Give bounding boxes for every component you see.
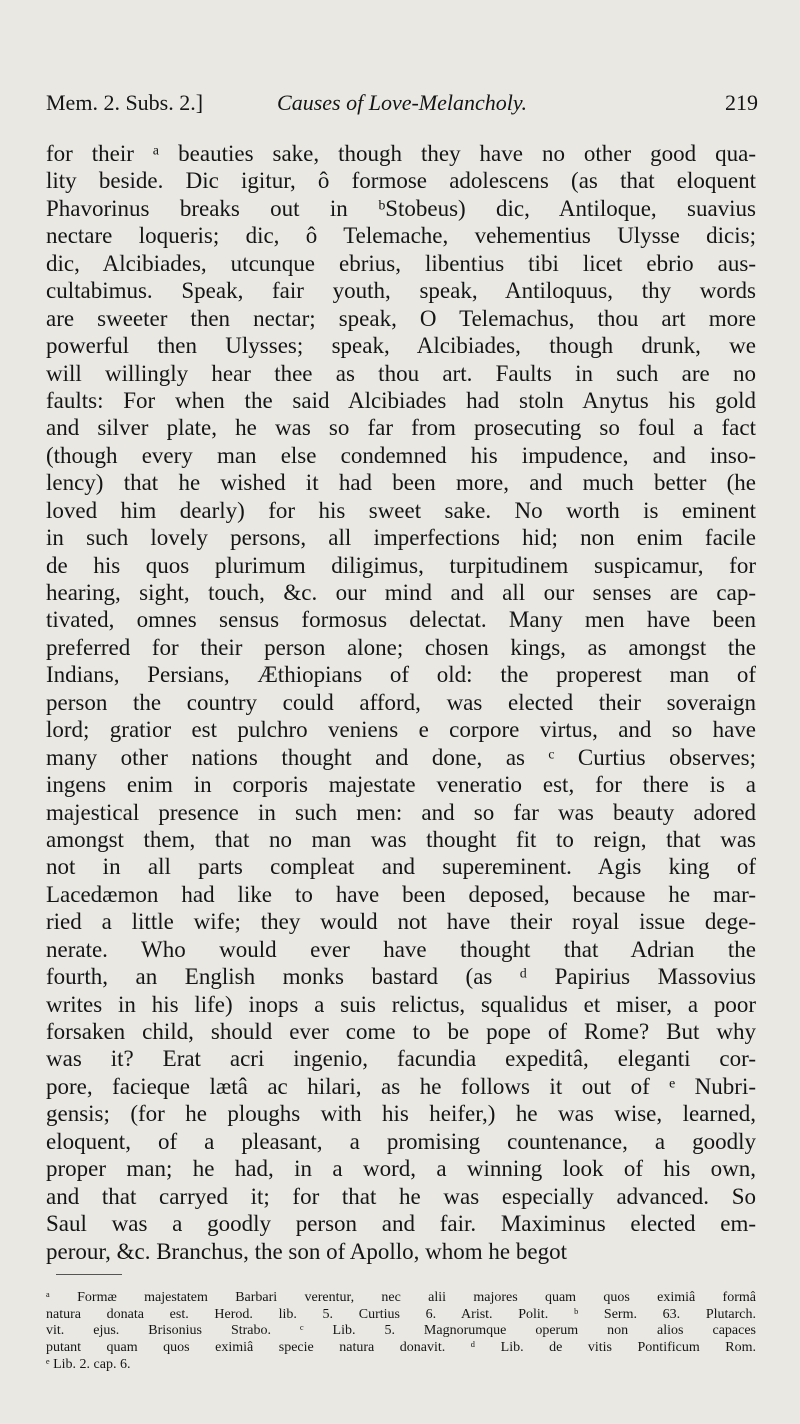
body-line: will willingly hear thee as thou art. Faults in such are no [46,360,756,386]
body-line: powerful then Ulysses; speak, Alcibiades, though drunk, we [46,333,756,359]
body-line: and silver plate, he was so far from prosecuting so foul a fact [46,415,756,441]
body-line: (though every man else condemned his impudence, and inso- [46,442,756,468]
body-line: preferred for their person alone; chosen kings, as amongst the [46,634,756,660]
body-line: Saul was a goodly person and fair. Maximinus elected em- [46,1211,756,1237]
body-line: ingens enim in corporis majestate veneratio est, for there is a [46,772,756,798]
body-line: lord; gratior est pulchro veniens e corpore virtus, and so have [46,717,756,743]
body-line: tivated, omnes sensus formosus delectat. Many men have been [46,607,756,633]
body-line: Indians, Persians, Æthiopians of old: the properest man of [46,662,756,688]
footnotes [46,1290,756,1373]
body-line: forsaken child, should ever come to be pope of Rome? But why [46,1019,756,1044]
body-line: in such lovely persons, all imperfections hid; non enim facile [46,525,756,551]
body-line: nerate. Who would ever have thought that Adrian the [46,936,756,962]
running-title: Causes of Love-Melancholy. [277,90,527,115]
footnote-line: natura donata est. Herod. lib. 5. Curtius 6. Arist. Polit. ᵇ Serm. 63. Plutarch. [46,1306,756,1322]
body-line: lity beside. Dic igitur, ô formose adolescens (as that eloquent [46,168,756,194]
body-line: was it? Erat acri ingenio, facundia expeditâ, eleganti cor- [46,1046,756,1072]
body-line: person the country could afford, was elected their soveraign [46,689,756,715]
body-line: many other nations thought and done, as ᶜ Curtius observes; [46,744,756,770]
body-line: hearing, sight, touch, &c. our mind and all our senses are cap- [46,580,756,605]
body-line: fourth, an English monks bastard (as ᵈ Papirius Massovius [46,964,756,990]
body-line: not in all parts compleat and supereminent. Agis king of [46,854,756,880]
body-line: are sweeter then nectar; speak, O Telemachus, thou art more [46,305,756,331]
body-line: eloquent, of a pleasant, a promising countenance, a goodly [46,1128,756,1154]
body-line: pore, facieque lætâ ac hilari, as he follows it out of ᵉ Nubri- [46,1073,756,1099]
page-number: 219 [725,90,758,115]
body-line: amongst them, that no man was thought fit to reign, that was [46,826,756,852]
footnote-rule [56,1274,122,1275]
footnote-line: ᵉ Lib. 2. cap. 6. [46,1356,131,1372]
body-line: lency) that he wished it had been more, and much better (he [46,470,756,496]
footnote-line: ᵃ Formæ majestatem Barbari verentur, nec alii majores quam quos eximiâ formâ [46,1290,756,1305]
section-reference: Mem. 2. Subs. 2.] [46,90,204,115]
body-line: ried a little wife; they would not have their royal issue dege- [46,909,756,935]
body-line: nectare loqueris; dic, ô Telemache, vehementius Ulysse dicis; [46,223,756,249]
body-line: and that carryed it; for that he was especially advanced. So [46,1183,756,1209]
body-line: Phavorinus breaks out in ᵇStobeus) dic, Antiloque, suavius [46,195,756,221]
body-line: proper man; he had, in a word, a winning look of his own, [46,1156,756,1182]
body-line: gensis; (for he ploughs with his heifer,) he was wise, learned, [46,1101,756,1127]
running-header [46,86,758,120]
body-line: faults: For when the said Alcibiades had stoln Anytus his gold [46,387,756,413]
body-line: majestical presence in such men: and so far was beauty adored [46,799,756,825]
body-line: Lacedæmon had like to have been deposed, because he mar- [46,881,756,907]
body-line: perour, &c. Branchus, the son of Apollo, whom he begot [46,1238,567,1264]
body-line: cultabimus. Speak, fair youth, speak, Antiloquus, thy words [46,278,756,304]
body-line: de his quos plurimum diligimus, turpitudinem suspicamur, for [46,552,756,578]
body-line: writes in his life) inops a suis relictus, squalidus et miser, a poor [46,991,756,1017]
body-line: for their ᵃ beauties sake, though they have no other good qua- [46,141,756,166]
body-line: loved him dearly) for his sweet sake. No worth is eminent [46,497,756,523]
body-line: dic, Alcibiades, utcunque ebrius, libentius tibi licet ebrio aus- [46,250,756,276]
footnote-line: putant quam quos eximiâ specie natura donavit. ᵈ Lib. de vitis Pontificum Rom. [46,1340,756,1356]
footnote-line: vit. ejus. Brisonius Strabo. ᶜ Lib. 5. Magnorumque operum non alios capaces [46,1323,756,1339]
body-text [46,140,756,1265]
